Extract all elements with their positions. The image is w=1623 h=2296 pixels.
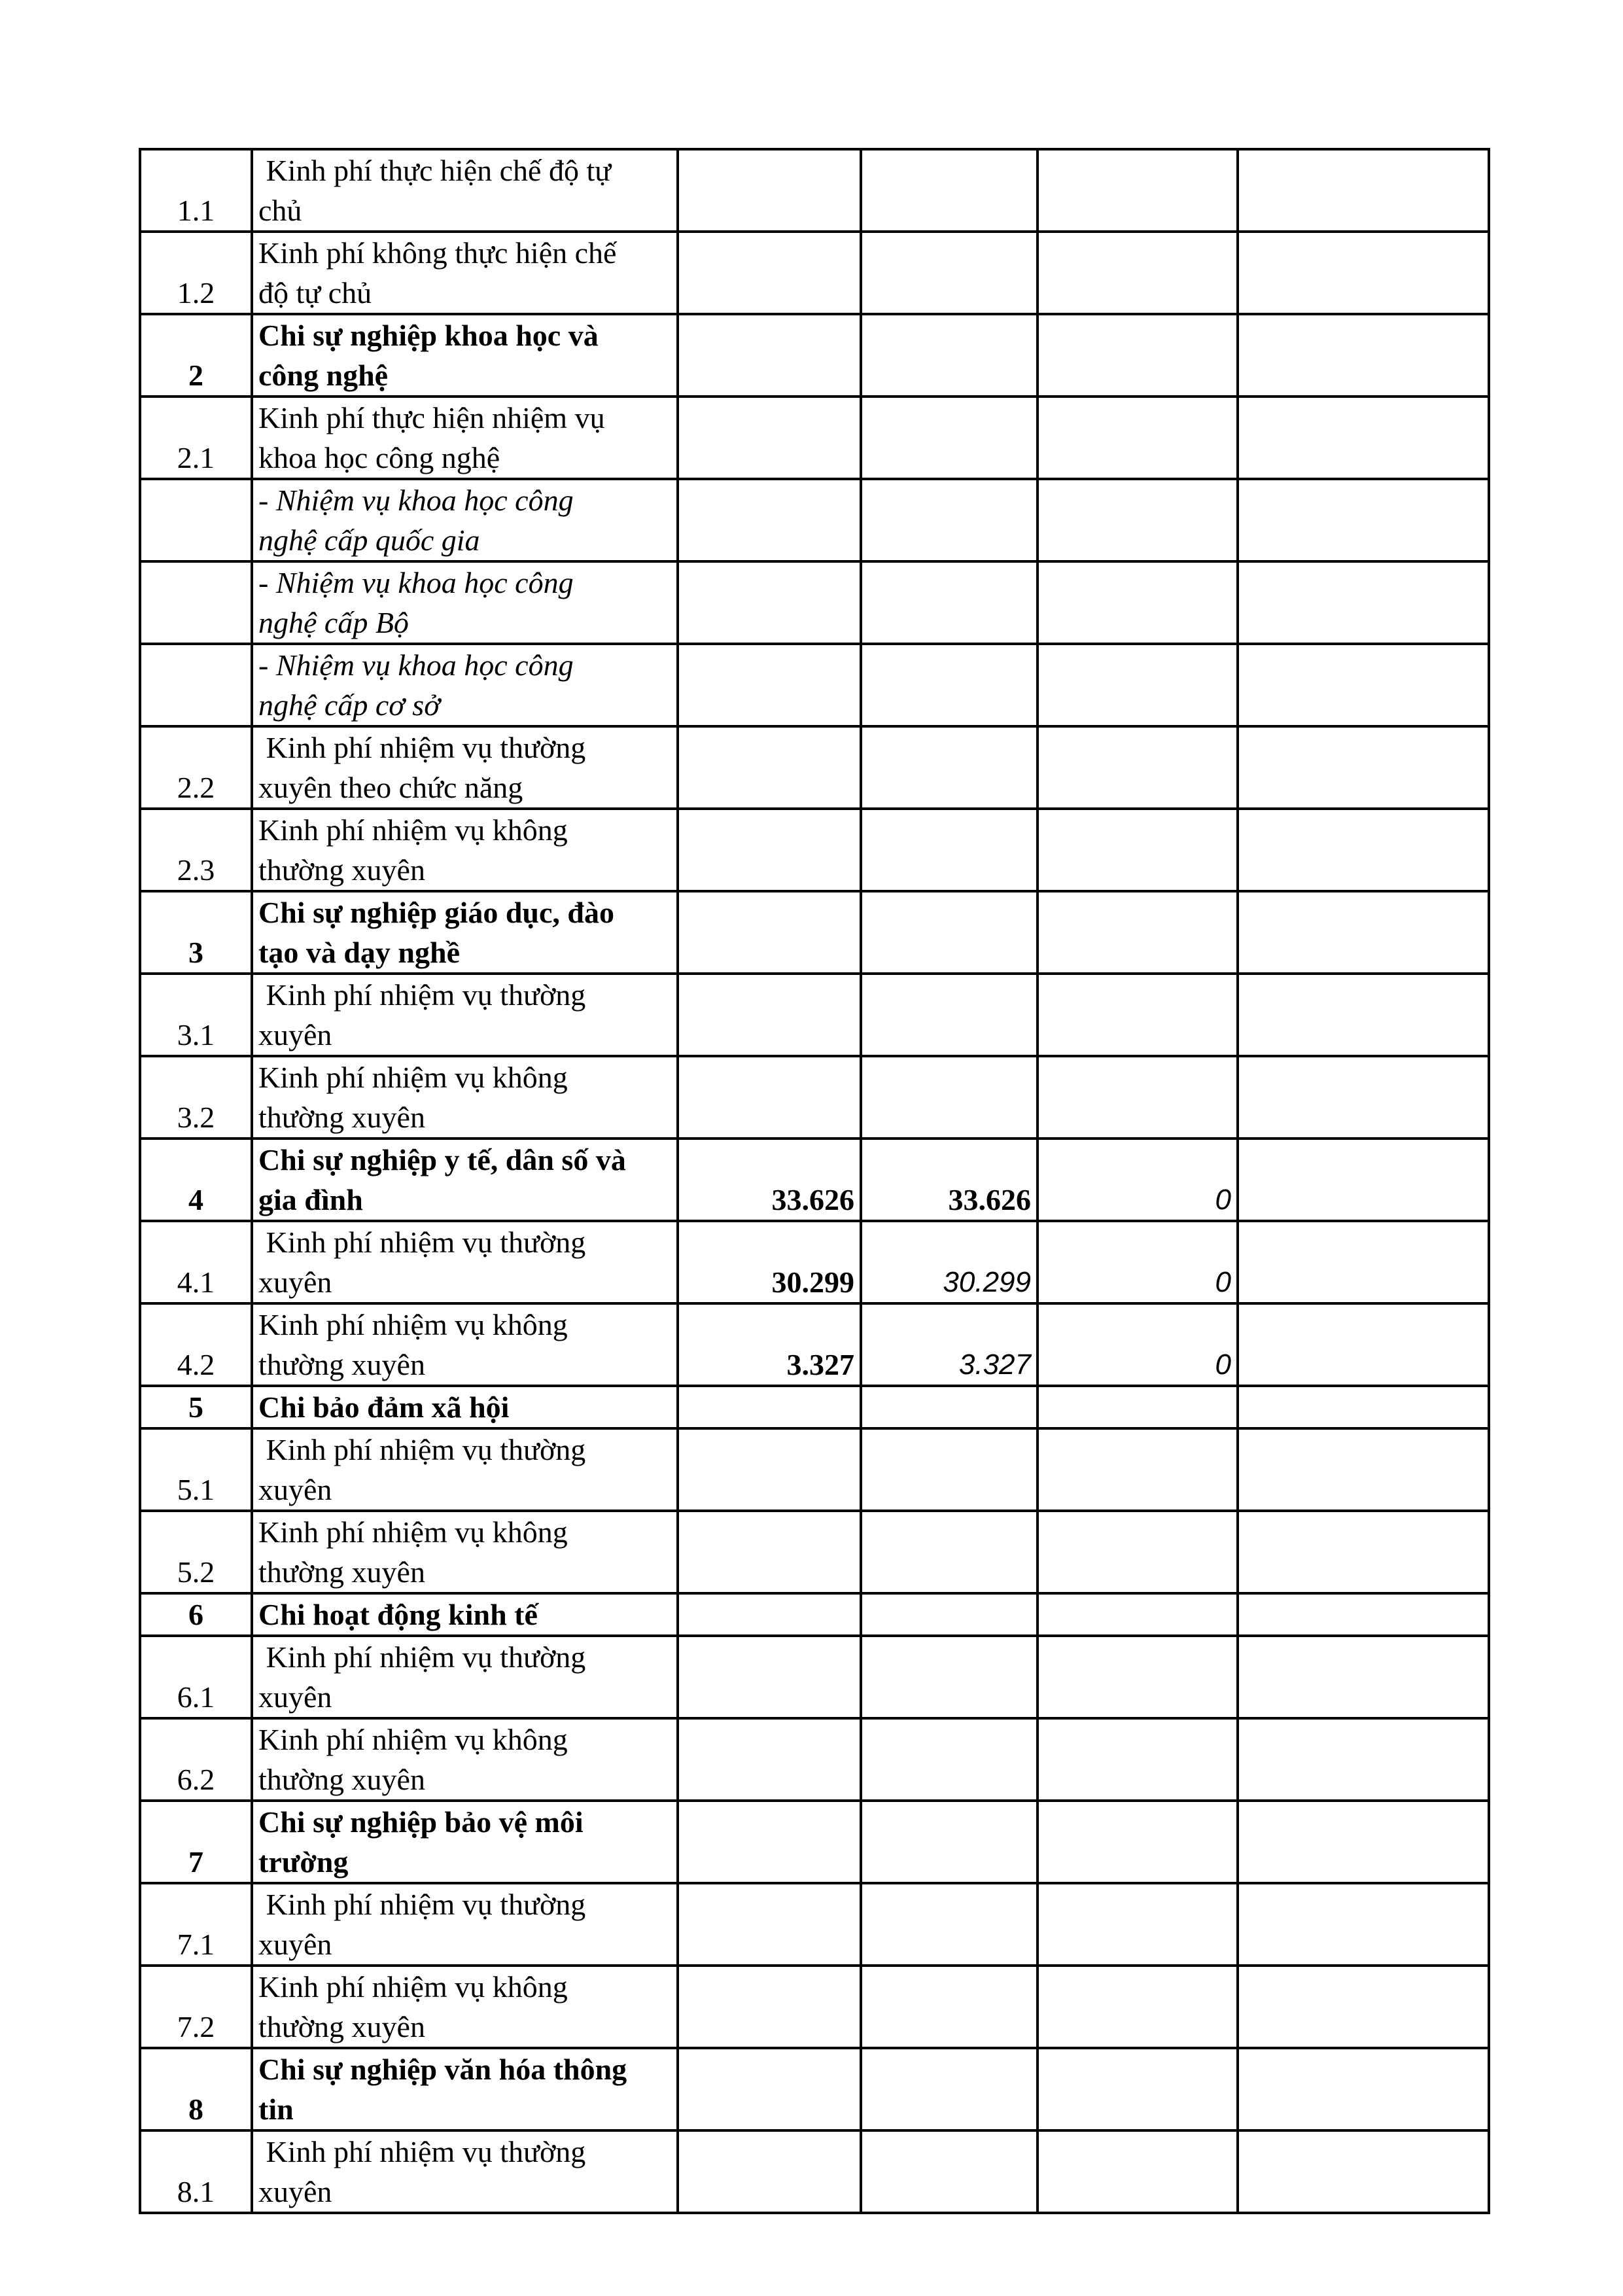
row-description-cell: Chi sự nghiệp văn hóa thông tin bbox=[252, 2048, 678, 2130]
value-cell-b bbox=[861, 726, 1038, 809]
table-row bbox=[140, 809, 1489, 891]
row-number-cell: 5.1 bbox=[140, 1428, 252, 1511]
table-row bbox=[140, 1428, 1489, 1511]
value-cell-a bbox=[678, 314, 861, 397]
value-cell-a bbox=[678, 397, 861, 479]
value-cell-d bbox=[1238, 1386, 1489, 1428]
row-number-cell: 7.1 bbox=[140, 1883, 252, 1966]
value-cell-a bbox=[678, 1221, 861, 1303]
value-cell-c bbox=[1038, 1056, 1238, 1139]
budget-table-body bbox=[140, 149, 1489, 2213]
value-cell-b bbox=[861, 809, 1038, 891]
row-description-cell: Chi sự nghiệp khoa học và công nghệ bbox=[252, 314, 678, 397]
table-row bbox=[140, 1386, 1489, 1428]
table-row bbox=[140, 1139, 1489, 1221]
row-number-cell: 7.2 bbox=[140, 1966, 252, 2048]
value-cell-b bbox=[861, 1718, 1038, 1801]
value-cell-c bbox=[1038, 149, 1238, 232]
value-cell-b bbox=[861, 1801, 1038, 1883]
value-cell-d bbox=[1238, 891, 1489, 974]
value-cell-b bbox=[861, 1386, 1038, 1428]
value-cell-d bbox=[1238, 314, 1489, 397]
value-cell-b bbox=[861, 1966, 1038, 2048]
table-row bbox=[140, 561, 1489, 644]
value-cell-c bbox=[1038, 1511, 1238, 1593]
table-row bbox=[140, 149, 1489, 232]
value-cell-a bbox=[678, 1428, 861, 1511]
value-cell-d bbox=[1238, 2048, 1489, 2130]
value-cell-c bbox=[1038, 1593, 1238, 1636]
value-cell-d bbox=[1238, 809, 1489, 891]
value-cell-a bbox=[678, 1511, 861, 1593]
value-cell-c bbox=[1038, 1636, 1238, 1718]
table-row bbox=[140, 314, 1489, 397]
value-cell-c bbox=[1038, 397, 1238, 479]
row-description-cell: Kinh phí nhiệm vụ không thường xuyên bbox=[252, 1056, 678, 1139]
row-number-cell: 3.1 bbox=[140, 974, 252, 1056]
value-cell-b bbox=[861, 974, 1038, 1056]
value-cell-c bbox=[1038, 809, 1238, 891]
value-cell-d bbox=[1238, 1139, 1489, 1221]
value-cell-b bbox=[861, 1303, 1038, 1386]
value-cell-c bbox=[1038, 1221, 1238, 1303]
row-description-cell: Kinh phí nhiệm vụ không thường xuyên bbox=[252, 1511, 678, 1593]
row-number-cell: 6.2 bbox=[140, 1718, 252, 1801]
row-number-cell: 8 bbox=[140, 2048, 252, 2130]
row-description-cell: Kinh phí nhiệm vụ thường xuyên theo chức năng bbox=[252, 726, 678, 809]
budget-table bbox=[139, 148, 1490, 2214]
value-cell-a bbox=[678, 1718, 861, 1801]
value-cell-a bbox=[678, 1386, 861, 1428]
value-cell-d bbox=[1238, 1718, 1489, 1801]
value-cell-a bbox=[678, 974, 861, 1056]
table-row bbox=[140, 232, 1489, 314]
row-number-cell: 2.1 bbox=[140, 397, 252, 479]
row-number-cell bbox=[140, 479, 252, 561]
value-cell-c bbox=[1038, 1428, 1238, 1511]
row-number-cell: 4 bbox=[140, 1139, 252, 1221]
value-cell-b bbox=[861, 1428, 1038, 1511]
table-row bbox=[140, 1593, 1489, 1636]
value-cell-b bbox=[861, 2048, 1038, 2130]
row-description-cell: Kinh phí nhiệm vụ thường xuyên bbox=[252, 1221, 678, 1303]
row-number-cell: 5 bbox=[140, 1386, 252, 1428]
value-cell-a bbox=[678, 2048, 861, 2130]
value-cell-a bbox=[678, 1593, 861, 1636]
row-description-cell: Kinh phí nhiệm vụ thường xuyên bbox=[252, 974, 678, 1056]
value-cell-a bbox=[678, 479, 861, 561]
value-cell-b bbox=[861, 1221, 1038, 1303]
value-text: 30.299 bbox=[943, 1266, 1031, 1298]
row-number-cell: 1.2 bbox=[140, 232, 252, 314]
value-text: 3.327 bbox=[958, 1349, 1031, 1381]
row-description-cell: Kinh phí nhiệm vụ không thường xuyên bbox=[252, 1303, 678, 1386]
value-cell-c bbox=[1038, 2130, 1238, 2213]
table-row bbox=[140, 1511, 1489, 1593]
row-description-cell: Chi sự nghiệp bảo vệ môi trường bbox=[252, 1801, 678, 1883]
row-number-cell: 5.2 bbox=[140, 1511, 252, 1593]
value-text: 0 bbox=[1215, 1184, 1231, 1216]
value-cell-d bbox=[1238, 479, 1489, 561]
value-cell-a bbox=[678, 1966, 861, 2048]
row-number-cell: 6.1 bbox=[140, 1636, 252, 1718]
value-cell-a bbox=[678, 1636, 861, 1718]
row-description-cell: - Nhiệm vụ khoa học công nghệ cấp Bộ bbox=[252, 561, 678, 644]
value-text: 33.626 bbox=[948, 1183, 1031, 1216]
value-cell-c bbox=[1038, 1883, 1238, 1966]
table-row bbox=[140, 2048, 1489, 2130]
row-description-cell: Kinh phí nhiệm vụ thường xuyên bbox=[252, 1636, 678, 1718]
value-cell-c bbox=[1038, 644, 1238, 726]
row-number-cell: 6 bbox=[140, 1593, 252, 1636]
value-cell-d bbox=[1238, 1636, 1489, 1718]
value-cell-a bbox=[678, 232, 861, 314]
value-cell-d bbox=[1238, 397, 1489, 479]
value-text: 0 bbox=[1215, 1266, 1231, 1298]
table-row bbox=[140, 974, 1489, 1056]
table-row bbox=[140, 726, 1489, 809]
table-row bbox=[140, 1801, 1489, 1883]
value-cell-b bbox=[861, 314, 1038, 397]
table-row bbox=[140, 644, 1489, 726]
row-number-cell bbox=[140, 644, 252, 726]
value-cell-b bbox=[861, 891, 1038, 974]
value-cell-c bbox=[1038, 1966, 1238, 2048]
value-cell-b bbox=[861, 1636, 1038, 1718]
row-description-cell: Chi sự nghiệp y tế, dân số và gia đình bbox=[252, 1139, 678, 1221]
value-cell-b bbox=[861, 149, 1038, 232]
table-row bbox=[140, 1883, 1489, 1966]
value-cell-b bbox=[861, 561, 1038, 644]
value-cell-d bbox=[1238, 1511, 1489, 1593]
row-number-cell: 2.3 bbox=[140, 809, 252, 891]
value-cell-b bbox=[861, 1593, 1038, 1636]
row-description-cell: - Nhiệm vụ khoa học công nghệ cấp quốc gia bbox=[252, 479, 678, 561]
value-cell-a bbox=[678, 1303, 861, 1386]
value-cell-a bbox=[678, 2130, 861, 2213]
value-cell-a bbox=[678, 809, 861, 891]
row-description-cell: Kinh phí thực hiện chế độ tự chủ bbox=[252, 149, 678, 232]
value-cell-c bbox=[1038, 561, 1238, 644]
row-number-cell: 8.1 bbox=[140, 2130, 252, 2213]
value-cell-d bbox=[1238, 1801, 1489, 1883]
value-cell-a bbox=[678, 1139, 861, 1221]
value-text: 30.299 bbox=[771, 1265, 854, 1299]
row-description-cell: Kinh phí nhiệm vụ thường xuyên bbox=[252, 2130, 678, 2213]
document-page bbox=[139, 148, 1490, 2214]
row-number-cell: 4.1 bbox=[140, 1221, 252, 1303]
value-cell-c bbox=[1038, 726, 1238, 809]
row-description-cell: Chi hoạt động kinh tế bbox=[252, 1593, 678, 1636]
table-row bbox=[140, 1636, 1489, 1718]
row-number-cell: 2 bbox=[140, 314, 252, 397]
value-cell-a bbox=[678, 891, 861, 974]
value-cell-c bbox=[1038, 314, 1238, 397]
row-description-cell: Kinh phí thực hiện nhiệm vụ khoa học công nghệ bbox=[252, 397, 678, 479]
value-cell-c bbox=[1038, 1718, 1238, 1801]
table-row bbox=[140, 1056, 1489, 1139]
value-cell-b bbox=[861, 232, 1038, 314]
value-cell-c bbox=[1038, 232, 1238, 314]
value-cell-b bbox=[861, 479, 1038, 561]
row-description-cell: Kinh phí nhiệm vụ thường xuyên bbox=[252, 1883, 678, 1966]
table-row bbox=[140, 1221, 1489, 1303]
value-text: 3.327 bbox=[786, 1348, 854, 1381]
row-number-cell: 4.2 bbox=[140, 1303, 252, 1386]
value-cell-d bbox=[1238, 2130, 1489, 2213]
value-cell-b bbox=[861, 1511, 1038, 1593]
value-cell-c bbox=[1038, 479, 1238, 561]
value-text: 33.626 bbox=[771, 1183, 854, 1216]
value-cell-d bbox=[1238, 1883, 1489, 1966]
table-row bbox=[140, 891, 1489, 974]
value-text: 0 bbox=[1215, 1349, 1231, 1381]
row-description-cell: Chi bảo đảm xã hội bbox=[252, 1386, 678, 1428]
value-cell-a bbox=[678, 149, 861, 232]
table-row bbox=[140, 397, 1489, 479]
table-row bbox=[140, 2130, 1489, 2213]
row-number-cell: 3.2 bbox=[140, 1056, 252, 1139]
value-cell-c bbox=[1038, 891, 1238, 974]
row-description-cell: Kinh phí nhiệm vụ thường xuyên bbox=[252, 1428, 678, 1511]
value-cell-a bbox=[678, 726, 861, 809]
row-number-cell: 7 bbox=[140, 1801, 252, 1883]
row-number-cell: 3 bbox=[140, 891, 252, 974]
value-cell-c bbox=[1038, 1801, 1238, 1883]
value-cell-d bbox=[1238, 149, 1489, 232]
value-cell-a bbox=[678, 1801, 861, 1883]
value-cell-a bbox=[678, 1056, 861, 1139]
value-cell-d bbox=[1238, 1428, 1489, 1511]
value-cell-d bbox=[1238, 726, 1489, 809]
value-cell-d bbox=[1238, 974, 1489, 1056]
value-cell-b bbox=[861, 1139, 1038, 1221]
value-cell-c bbox=[1038, 2048, 1238, 2130]
value-cell-a bbox=[678, 1883, 861, 1966]
value-cell-b bbox=[861, 1883, 1038, 1966]
value-cell-c bbox=[1038, 1386, 1238, 1428]
row-number-cell bbox=[140, 561, 252, 644]
row-description-cell: Kinh phí nhiệm vụ không thường xuyên bbox=[252, 809, 678, 891]
table-row bbox=[140, 1303, 1489, 1386]
table-row bbox=[140, 1718, 1489, 1801]
value-cell-b bbox=[861, 397, 1038, 479]
row-number-cell: 1.1 bbox=[140, 149, 252, 232]
value-cell-d bbox=[1238, 1593, 1489, 1636]
value-cell-b bbox=[861, 644, 1038, 726]
value-cell-d bbox=[1238, 1221, 1489, 1303]
row-description-cell: Kinh phí không thực hiện chế độ tự chủ bbox=[252, 232, 678, 314]
value-cell-d bbox=[1238, 1056, 1489, 1139]
value-cell-b bbox=[861, 1056, 1038, 1139]
value-cell-d bbox=[1238, 644, 1489, 726]
table-row bbox=[140, 479, 1489, 561]
value-cell-a bbox=[678, 561, 861, 644]
row-number-cell: 2.2 bbox=[140, 726, 252, 809]
value-cell-a bbox=[678, 644, 861, 726]
row-description-cell: - Nhiệm vụ khoa học công nghệ cấp cơ sở bbox=[252, 644, 678, 726]
value-cell-c bbox=[1038, 1139, 1238, 1221]
row-description-cell: Kinh phí nhiệm vụ không thường xuyên bbox=[252, 1966, 678, 2048]
value-cell-c bbox=[1038, 1303, 1238, 1386]
value-cell-d bbox=[1238, 561, 1489, 644]
value-cell-d bbox=[1238, 232, 1489, 314]
value-cell-d bbox=[1238, 1966, 1489, 2048]
row-description-cell: Chi sự nghiệp giáo dục, đào tạo và dạy nghề bbox=[252, 891, 678, 974]
value-cell-d bbox=[1238, 1303, 1489, 1386]
table-row bbox=[140, 1966, 1489, 2048]
row-description-cell: Kinh phí nhiệm vụ không thường xuyên bbox=[252, 1718, 678, 1801]
value-cell-c bbox=[1038, 974, 1238, 1056]
value-cell-b bbox=[861, 2130, 1038, 2213]
